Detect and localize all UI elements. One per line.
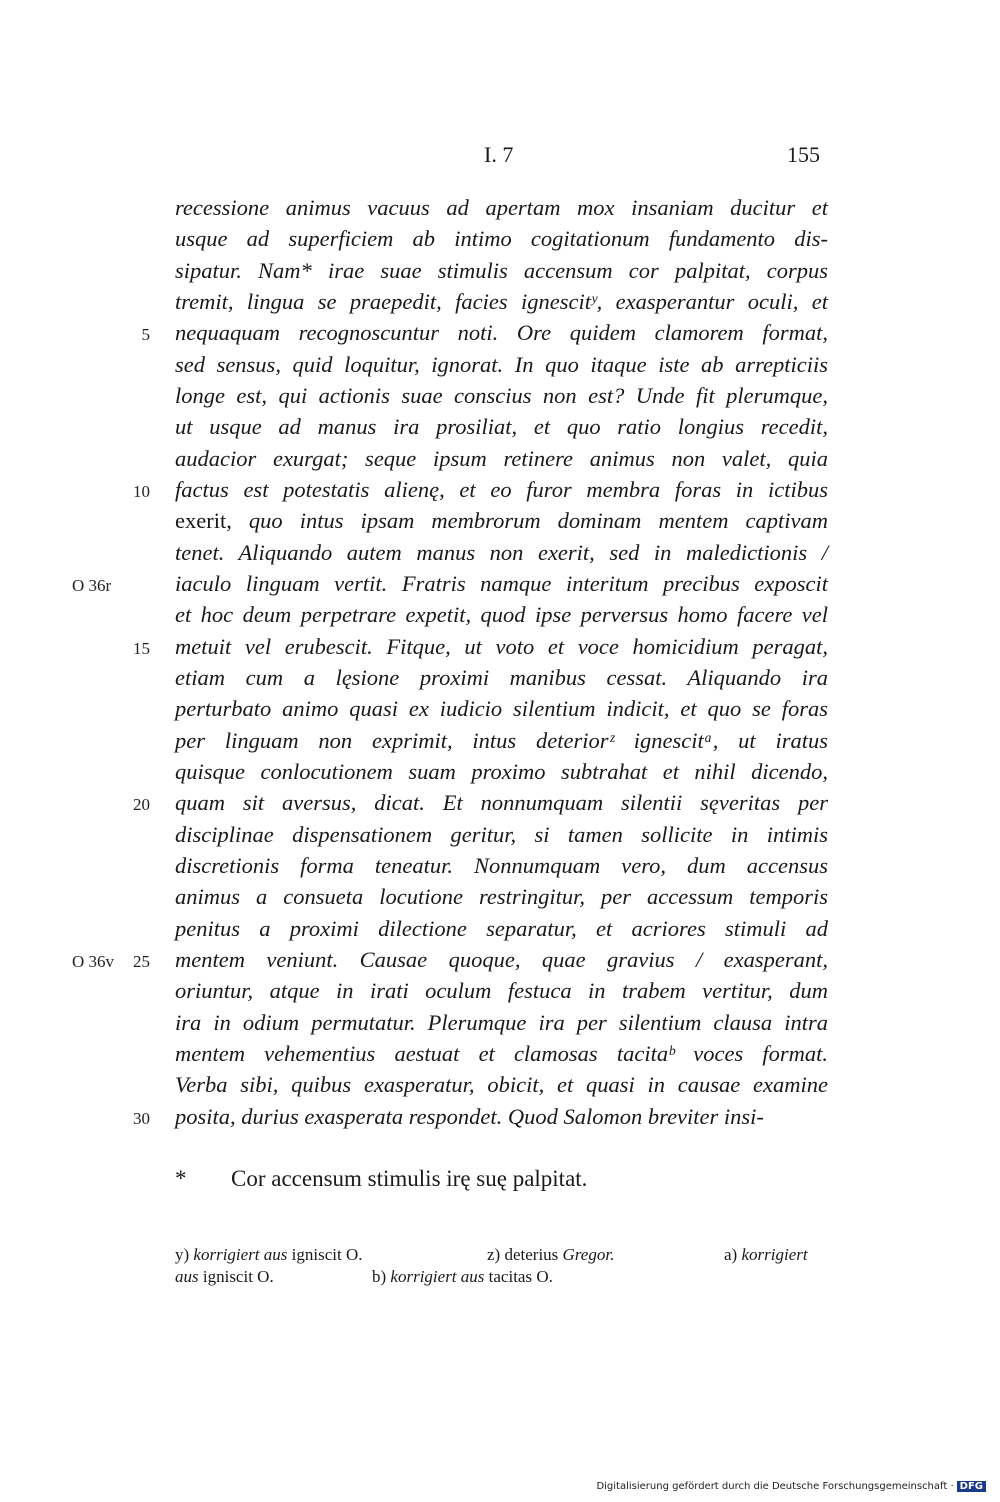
text-line-24: penitus a proximi dilectione separatur, et acriores stimuli ad (175, 916, 828, 941)
folio-mark-36v: O 36v (72, 952, 115, 971)
text-line-25: mentem veniunt. Causae quoque, quae gravius / exasperant, (175, 947, 828, 972)
footnote-a-text: igniscit O. (202, 1267, 274, 1286)
text-line-18: per linguam non exprimit, intus deteriorᶻ ignescitᵃ, ut iratus (175, 728, 828, 753)
footnote-z-italic: Gregor. (562, 1245, 615, 1264)
text-line-11-rest: quo intus ipsam membrorum dominam mentem captivam (248, 508, 828, 533)
text-line-27: ira in odium permutatur. Plerumque ira per silentium clausa intra (175, 1010, 828, 1035)
footnote-z-text: deterius (504, 1245, 559, 1264)
line-number-20: 20 (133, 795, 150, 814)
text-line-10: factus est potestatis alienę, et eo furor membra foras in ictibus (175, 477, 828, 502)
asterisk-mark: * (175, 1166, 187, 1191)
line-number-10: 10 (133, 482, 150, 501)
text-line-20: quam sit aversus, dicat. Et nonnumquam silentii sęveritas per (175, 790, 828, 815)
text-line-12: tenet. Aliquando autem manus non exerit, sed in maledictionis / (175, 540, 828, 565)
text-line-9: audacior exurgat; seque ipsum retinere animus non valet, quia (175, 446, 828, 471)
gloss-text: Cor accensum stimulis irę suę palpitat. (231, 1166, 588, 1191)
text-line-23: animus a consueta locutione restringitur, per accessum temporis (175, 884, 828, 909)
credit-text: Digitalisierung gefördert durch die Deutsche Forschungsgemeinschaft · (596, 1481, 954, 1492)
line-number-5: 5 (141, 325, 150, 344)
page-number: 155 (787, 142, 820, 167)
text-line-19: quisque conlocutionem suam proximo subtrahat et nihil dicendo, (175, 759, 828, 784)
footnote-a-continued (175, 1266, 274, 1288)
marginal-gloss (175, 1166, 587, 1192)
text-line-1: recessione animus vacuus ad apertam mox insaniam ducitur et (175, 195, 828, 220)
text-line-4: tremit, lingua se praepedit, facies ignescitʸ, exasperantur oculi, et (175, 289, 828, 314)
text-line-15: metuit vel erubescit. Fitque, ut voto et voce homicidium peragat, (175, 634, 828, 659)
folio-mark-36r: O 36r (72, 576, 112, 595)
text-line-7: longe est, qui actionis suae conscius non est? Unde fit plerumque, (175, 383, 828, 408)
text-line-16: etiam cum a lęsione proximi manibus cessat. Aliquando ira (175, 665, 828, 690)
footnote-y-text: igniscit O. (291, 1245, 363, 1264)
footnote-z-label: z) (487, 1245, 501, 1264)
text-line-21: disciplinae dispensationem geritur, si tamen sollicite in intimis (175, 822, 828, 847)
footnote-y-italic: korrigiert aus (193, 1245, 288, 1264)
text-line-22: discretionis forma teneatur. Nonnumquam vero, dum accensus (175, 853, 828, 878)
footnote-b-italic: korrigiert aus (390, 1267, 485, 1286)
line-number-25: 25 (133, 952, 150, 971)
text-line-30: posita, durius exasperata respondet. Quod Salomon breviter insi- (175, 1104, 764, 1129)
footnote-a-label: a) (724, 1245, 738, 1264)
text-line-3: sipatur. Nam* irae suae stimulis accensum cor palpitat, corpus (175, 258, 828, 283)
text-line-2: usque ad superficiem ab intimo cogitationum fundamento dis- (175, 226, 828, 251)
running-header-section: I. 7 (484, 142, 514, 167)
footnote-y-label: y) (175, 1245, 190, 1264)
footnote-b (372, 1266, 553, 1288)
text-line-11 (175, 506, 828, 536)
footnote-a (724, 1244, 808, 1266)
footnote-b-label: b) (372, 1267, 387, 1286)
text-line-29: Verba sibi, quibus exasperatur, obicit, et quasi in causae examine (175, 1072, 828, 1097)
footnote-a-italic-2: aus (175, 1267, 199, 1286)
footnote-a-italic: korrigiert (741, 1245, 808, 1264)
line-number-30: 30 (133, 1109, 150, 1128)
text-line-17: perturbato animo quasi ex iudicio silentium indicit, et quo se foras (175, 696, 828, 721)
text-line-28: mentem vehementius aestuat et clamosas tacitaᵇ voces format. (175, 1041, 828, 1066)
digitization-credit (596, 1481, 986, 1492)
text-line-26: oriuntur, atque in irati oculum festuca in trabem vertitur, dum (175, 978, 828, 1003)
upright-word: exerit, (175, 508, 232, 533)
footnote-y (175, 1244, 363, 1266)
text-line-5: nequaquam recognoscuntur noti. Ore quidem clamorem format, (175, 320, 828, 345)
footnote-b-text: tacitas O. (488, 1267, 553, 1286)
dfg-logo-icon: DFG (957, 1481, 986, 1492)
text-line-8: ut usque ad manus ira prosiliat, et quo ratio longius recedit, (175, 414, 828, 439)
text-line-6: sed sensus, quid loquitur, ignorat. In quo itaque iste ab arrepticiis (175, 352, 828, 377)
text-line-14: et hoc deum perpetrare expetit, quod ipse perversus homo facere vel (175, 602, 828, 627)
footnote-z (487, 1244, 614, 1266)
text-line-13: iaculo linguam vertit. Fratris namque interitum precibus exposcit (175, 571, 828, 596)
line-number-15: 15 (133, 639, 150, 658)
